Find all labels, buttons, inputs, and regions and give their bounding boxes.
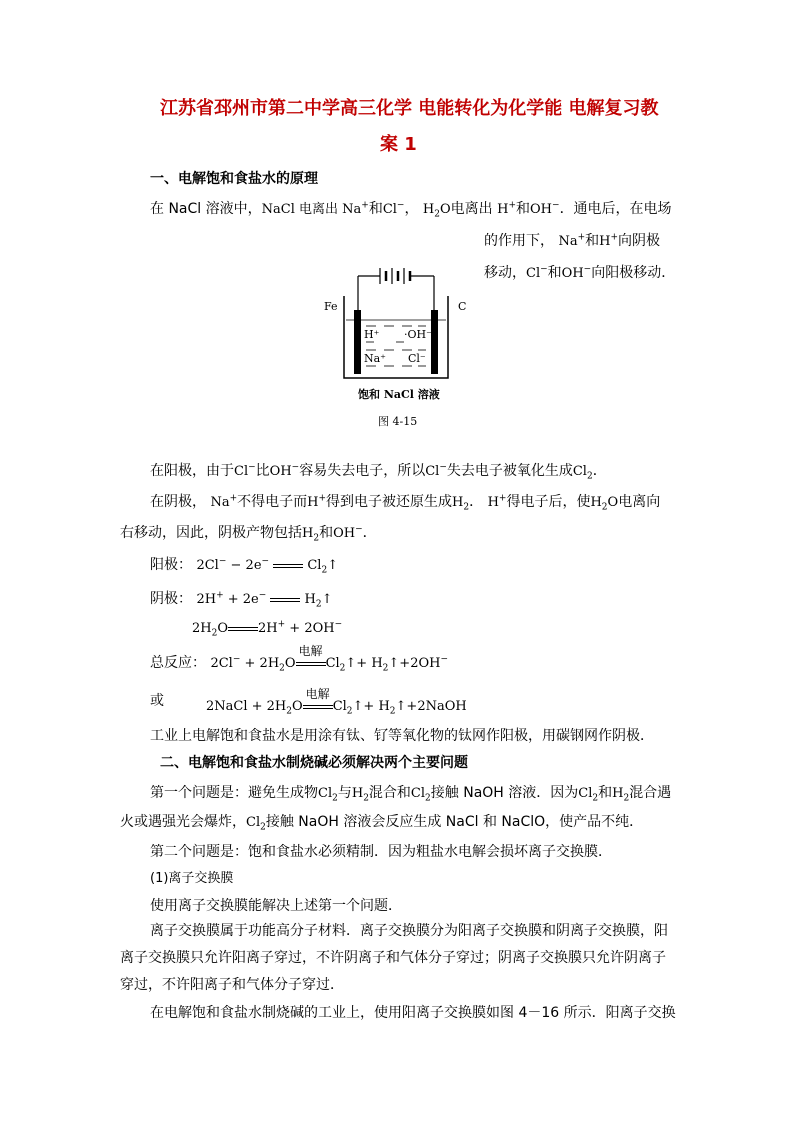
text: 和 bbox=[585, 233, 600, 249]
cathode-equation: 2H+ + 2e− $H_2↑$ bbox=[196, 590, 333, 610]
or-label: 或 bbox=[150, 693, 164, 709]
text: ． bbox=[469, 494, 484, 510]
formula-cl2: $Cl_2$ bbox=[246, 815, 266, 833]
cathode-label: 阴极： bbox=[150, 591, 192, 607]
formula-h-plus: H+ bbox=[307, 493, 327, 510]
electrolysis-label: 电解 bbox=[298, 644, 323, 658]
text: ．通电后，在电场 bbox=[559, 201, 672, 217]
para-ion-exchange-2: 离子交换膜属于功能高分子材料．离子交换膜分为阳离子交换膜和阴离子交换膜，阳 bbox=[150, 923, 668, 939]
ion-na-plus: Na⁺ bbox=[364, 352, 386, 365]
para-ion-exchange-4: 穿过，不许阳离子和气体分子穿过． bbox=[120, 977, 344, 993]
formula-oh-minus: OH− bbox=[269, 462, 300, 479]
text: 的作用下， bbox=[484, 233, 554, 249]
formula-na-plus: Na+ bbox=[342, 200, 369, 217]
formula-cl2: $Cl_2$ bbox=[578, 786, 599, 804]
formula-h-plus: H+ bbox=[487, 493, 507, 510]
text: 电离出 bbox=[450, 201, 498, 217]
para-problem1 bbox=[150, 785, 672, 804]
text: 右移动，因此，阴极产物包括 bbox=[120, 525, 302, 541]
text: ． bbox=[362, 525, 377, 541]
ion-h-plus: H⁺ bbox=[364, 328, 380, 341]
formula-cl2: $Cl_2$ bbox=[572, 464, 593, 482]
para-electric-field bbox=[484, 234, 660, 248]
text: 在阳极，由于 bbox=[150, 463, 234, 479]
formula-h2: $H_2$ bbox=[612, 786, 630, 804]
formula-oh-minus: OH− bbox=[333, 524, 363, 541]
text: NaCl 电离出 bbox=[261, 202, 343, 217]
text: 和 bbox=[319, 525, 334, 541]
eq-anode bbox=[150, 556, 339, 576]
ion-cl-minus: Cl⁻ bbox=[408, 352, 426, 365]
text: 向阳极移动． bbox=[591, 265, 676, 281]
eq-cathode bbox=[150, 590, 333, 610]
formula-cl-minus: Cl− bbox=[234, 462, 256, 479]
text: 混合遇 bbox=[629, 785, 672, 801]
formula-h2o: $H_2O$ bbox=[422, 202, 451, 220]
document-title-line2: 案 1 bbox=[380, 134, 417, 155]
section2-heading: 二、电解饱和食盐水制烧碱必须解决两个主要问题 bbox=[160, 755, 468, 771]
text: 和 bbox=[516, 201, 531, 217]
text: 接触 NaOH 溶液．因为 bbox=[430, 785, 579, 801]
text: 不得电子而 bbox=[237, 494, 308, 510]
text: 得电子后，使 bbox=[506, 494, 591, 510]
text: 混合和 bbox=[368, 785, 411, 801]
text: 和 bbox=[598, 785, 613, 801]
text: 比 bbox=[255, 463, 270, 479]
para-problem1-cont bbox=[120, 814, 644, 833]
eq-total bbox=[150, 644, 449, 674]
text: 容易失去电子，所以 bbox=[299, 463, 426, 479]
total-label: 总反应： bbox=[150, 655, 206, 671]
para-cathode bbox=[150, 493, 661, 513]
formula-oh-minus: OH− bbox=[530, 200, 560, 217]
formula-h-plus: H+ bbox=[599, 232, 619, 249]
eq-water-ionization: $2H_2O$ 2H+ + 2OH− bbox=[192, 619, 343, 639]
text: 向阴极 bbox=[618, 233, 661, 249]
formula-na-plus: Na+ bbox=[210, 493, 238, 510]
figure-caption: 饱和 NaCl 溶液 bbox=[358, 388, 440, 401]
text: 接触 NaOH 溶液会反应生成 NaCl 和 NaClO，使产品不纯． bbox=[265, 814, 644, 830]
text: 第一个问题是：避免生成物 bbox=[150, 785, 318, 801]
anode-label: 阳极： bbox=[150, 557, 192, 573]
para-industrial: 工业上电解饱和食盐水是用涂有钛、钌等氧化物的钛网作阳极，用碳钢网作阴极． bbox=[150, 728, 654, 744]
text: ． bbox=[592, 463, 607, 479]
formula-h2: $H_2$ bbox=[452, 495, 470, 513]
formula-cl2: $Cl_2$ bbox=[410, 786, 431, 804]
text: 失去电子被氧化生成 bbox=[446, 463, 573, 479]
ion-oh-minus: ·OH⁻ bbox=[404, 328, 432, 341]
label-c: C bbox=[458, 300, 467, 313]
para-ion-exchange-1: 使用离子交换膜能解决上述第一个问题． bbox=[150, 898, 402, 914]
para-anode bbox=[150, 462, 607, 482]
formula-cl2: $Cl_2$ bbox=[318, 786, 338, 804]
text: 和 bbox=[547, 265, 562, 281]
formula-h-plus: H+ bbox=[497, 200, 517, 217]
subheading-ion-exchange: (1)离子交换膜 bbox=[150, 871, 234, 886]
text: 火或遇强光会爆炸， bbox=[120, 814, 246, 830]
text: 电离向 bbox=[618, 494, 661, 510]
formula-cl-minus: Cl− bbox=[382, 200, 405, 217]
text: 与 bbox=[337, 785, 352, 801]
electrolysis-label: 电解 bbox=[305, 687, 330, 701]
para-problem2: 第二个问题是：饱和食盐水必须精制．因为粗盐水电解会损坏离子交换膜． bbox=[150, 844, 612, 860]
formula-cl-minus: Cl− bbox=[526, 264, 548, 281]
para-ion-exchange-5: 在电解饱和食盐水制烧碱的工业上，使用阳离子交换膜如图 4－16 所示．阳离子交换 bbox=[150, 1005, 676, 1021]
text: 得到电子被还原生成 bbox=[326, 494, 453, 510]
anode-equation: 2Cl− − 2e− $Cl_2↑$ bbox=[196, 556, 339, 576]
formula-h2: $H_2$ bbox=[351, 786, 369, 804]
formula-oh-minus: OH− bbox=[561, 264, 592, 281]
text: 在 NaCl 溶液中， bbox=[150, 201, 262, 217]
text: 移动， bbox=[484, 265, 526, 281]
figure-number: 图 4-15 bbox=[378, 415, 418, 428]
document-title-line1: 江苏省邳州市第二中学高三化学 电能转化为化学能 电解复习教 bbox=[160, 98, 659, 119]
text: 在阴极， bbox=[150, 494, 206, 510]
para-anion-move bbox=[484, 266, 675, 280]
formula-h2: $H_2$ bbox=[302, 526, 320, 544]
para-ion-exchange-3: 离子交换膜只允许阳离子穿过，不许阴离子和气体分子穿过；阴离子交换膜只允许阴离子 bbox=[120, 950, 666, 966]
electrolysis-cell-figure bbox=[318, 262, 478, 432]
eq-total-alt: 2NaCl + $2H_2O$ 电解 $Cl_2↑+$ $H_2↑+2NaOH$ bbox=[206, 687, 467, 717]
para-cathode-products bbox=[120, 524, 377, 544]
text: 和 bbox=[368, 201, 383, 217]
formula-cl-minus: Cl− bbox=[425, 462, 447, 479]
formula-h2o: $H_2O$ bbox=[590, 495, 619, 513]
text: ， bbox=[404, 201, 419, 217]
label-fe: Fe bbox=[324, 300, 338, 313]
total-equation: $2Cl^- + 2H_2O$ 电解 $Cl_2↑+$ $H_2↑+2OH^-$ bbox=[210, 644, 449, 674]
para-nacl-ionization bbox=[150, 200, 672, 220]
section1-heading: 一、电解饱和食盐水的原理 bbox=[150, 171, 318, 187]
formula-na-plus: Na+ bbox=[558, 232, 586, 249]
